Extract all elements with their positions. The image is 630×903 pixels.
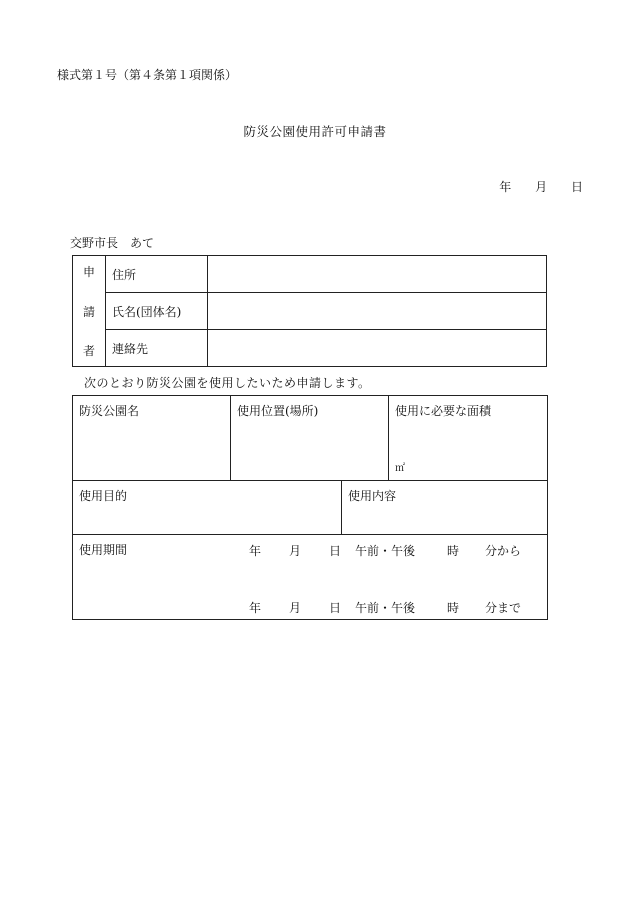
from-day: 日	[329, 544, 342, 558]
date-line	[499, 178, 583, 195]
purpose-label: 使用目的	[79, 489, 128, 503]
addressee: 交野市長 あて	[70, 236, 155, 250]
side-char: 請	[82, 304, 95, 319]
usage-table	[72, 395, 548, 620]
from-minute: 分から	[485, 544, 522, 558]
location-label: 使用位置(場所)	[237, 404, 319, 418]
intro-text: 次のとおり防災公園を使用したいため申請します。	[84, 376, 371, 390]
date-month: 月	[535, 180, 548, 194]
to-ampm: 午前・午後	[355, 601, 416, 615]
name-label: 氏名(団体名)	[106, 293, 208, 330]
contact-label: 連絡先	[106, 330, 208, 367]
content-cell[interactable]	[342, 481, 548, 535]
from-year: 年	[249, 544, 262, 558]
date-year: 年	[499, 180, 512, 194]
content-label: 使用内容	[348, 489, 397, 503]
park-name-label: 防災公園名	[79, 404, 140, 418]
to-year: 年	[249, 601, 262, 615]
from-hour: 時	[447, 544, 460, 558]
date-day: 日	[570, 180, 583, 194]
from-ampm: 午前・午後	[355, 544, 416, 558]
period-cell[interactable]	[73, 535, 548, 620]
purpose-cell[interactable]	[73, 481, 342, 535]
form-number: 様式第１号（第４条第１項関係）	[57, 68, 238, 82]
location-cell[interactable]	[231, 396, 389, 481]
to-minute: 分まで	[485, 601, 522, 615]
period-label: 使用期間	[79, 543, 128, 557]
address-label: 住所	[106, 256, 208, 293]
area-label: 使用に必要な面積	[395, 404, 492, 418]
side-char: 申	[82, 265, 95, 279]
to-hour: 時	[447, 601, 460, 615]
side-char: 者	[82, 344, 95, 358]
area-cell[interactable]	[389, 396, 548, 481]
document-title: 防災公園使用許可申請書	[243, 124, 387, 139]
to-day: 日	[329, 601, 342, 615]
applicant-table	[72, 255, 547, 367]
address-field[interactable]	[208, 256, 547, 293]
park-name-cell[interactable]	[73, 396, 231, 481]
to-month: 月	[289, 601, 302, 615]
area-unit: ㎡	[395, 463, 405, 474]
name-field[interactable]	[208, 293, 547, 330]
contact-field[interactable]	[208, 330, 547, 367]
applicant-side-label	[73, 256, 106, 367]
from-month: 月	[289, 544, 302, 558]
